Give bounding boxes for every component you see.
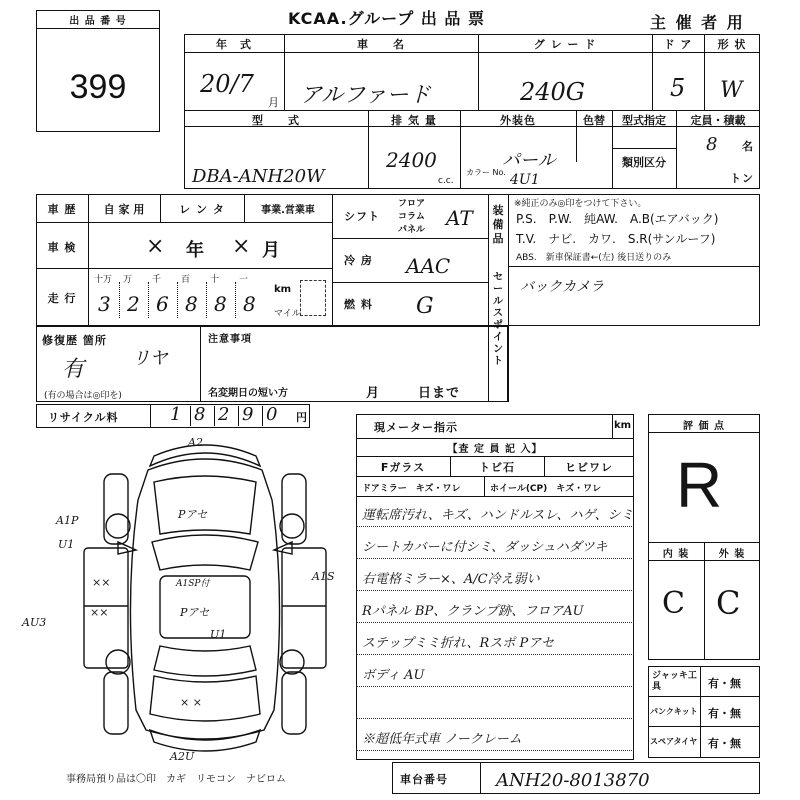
spare-tire-label: スペアタイヤ [650, 737, 698, 746]
shift-column[interactable]: コラム [398, 212, 425, 222]
chassis-label: 車台番号 [400, 773, 448, 786]
windshield [152, 535, 258, 570]
inspection-month: × [232, 234, 251, 259]
lot-number: 399 [69, 68, 127, 106]
recycle-digit-0: 1 [170, 404, 182, 425]
color-label: 外装色 [500, 114, 536, 127]
equipment-label: 装備品 [492, 204, 504, 245]
score-label: 評 価 点 [683, 421, 725, 432]
recycle-digit-3: 9 [242, 404, 254, 425]
mileage-unit-box [300, 280, 326, 316]
mileage-unit-0: 十万 [94, 275, 113, 285]
color-change-label: 色替 [583, 114, 605, 127]
office-note: 事務局預り品は〇印 カギ リモコン ナビロム [66, 774, 286, 785]
inspection-month-unit: 月 [262, 240, 280, 261]
mileage-digit-1: 2 [127, 292, 140, 316]
mark-right: A1S [312, 570, 335, 583]
jack-option[interactable]: 有・無 [708, 677, 741, 690]
rear-window [154, 646, 256, 676]
mileage-digit-4: 8 [214, 292, 227, 316]
history-rental[interactable]: レ ン タ [179, 203, 225, 216]
mark-tail-xx: × × [180, 696, 202, 709]
mark-left-u1: U1 [58, 538, 75, 551]
history-label: 車 歴 [47, 203, 77, 216]
equipment-row-1: P.S. P.W. 純AW. A.B(エアバック) [516, 212, 719, 226]
doors-value: 5 [670, 74, 686, 102]
mileage-unit-4: 十 [210, 275, 220, 285]
mark-roof-u1: U1 [210, 628, 227, 641]
spare-tire-option[interactable]: 有・無 [708, 737, 741, 750]
hood [154, 476, 256, 534]
puncture-kit-option[interactable]: 有・無 [708, 707, 741, 720]
remark-line-7: ※超低年式車 ノークレーム [362, 732, 522, 747]
sales-point-label: セールスポイント [493, 272, 503, 367]
organizer-label: 主 催 者 用 [650, 13, 745, 32]
capacity-label: 定員・積載 [690, 114, 746, 127]
fuel-label: 燃 料 [344, 298, 373, 311]
mark-front: A2 [188, 436, 203, 449]
wheel-label: ホイール(CP) キズ・ワレ [490, 484, 602, 494]
body-outline [130, 459, 279, 739]
equipment-row-3: ABS. 新車保証書←(左) 後日送りのみ [516, 253, 672, 263]
meter-km-unit: km [614, 420, 632, 431]
remark-line-3: Rパネル BP、クランプ跡、フロアAU [362, 604, 584, 619]
recycle-digit-4: 0 [266, 404, 278, 425]
mark-xx-upper: ×× [92, 576, 111, 589]
color-no-label: カラー No. [466, 168, 506, 177]
interior-label: 内 装 [662, 549, 690, 560]
stone-chips-label: トビ石 [479, 461, 515, 474]
score-value: R [676, 449, 723, 521]
repair-label: 修復歴 箇所 [42, 334, 107, 347]
meter-label: 現メーター指示 [374, 421, 458, 434]
recycle-label: リサイクル料 [48, 411, 119, 424]
short-period-label: 名変期日の短い方 [208, 388, 288, 399]
grade-label: グ レ ー ド [533, 38, 597, 51]
mileage-digit-0: 3 [98, 292, 111, 316]
shift-label: シフト [344, 210, 380, 223]
category-label: 類別区分 [622, 156, 666, 169]
mileage-unit-2: 千 [152, 275, 162, 285]
inspector-entry-label: 【査 定 員 記 入】 [447, 444, 543, 455]
mark-hood: Pアセ [178, 508, 208, 521]
expiry-day-until: 日まで [418, 386, 461, 401]
chassis-number: ANH20-8013870 [496, 770, 650, 791]
sales-point-value: バックカメラ [520, 279, 604, 295]
fuel-value: G [416, 294, 434, 319]
equipment-row-2: T.V. ナビ. カワ. S.R(サンルーフ) [516, 232, 716, 246]
shift-floor[interactable]: フロア [398, 199, 426, 209]
recycle-unit: 円 [296, 411, 307, 424]
left-fender [104, 474, 128, 544]
repair-note: (有の場合は◎印を) [44, 391, 122, 401]
car-name-label: 車 名 [357, 38, 405, 51]
mark-xx-lower: ×× [90, 606, 109, 619]
interior-grade: C [662, 586, 685, 621]
mileage-unit-3: 百 [181, 275, 191, 285]
puncture-kit-label: パンクキット [650, 707, 698, 716]
recycle-digit-2: 2 [218, 404, 230, 425]
lot-number-label: 出 品 番 号 [69, 16, 127, 27]
repair-location: リヤ [132, 348, 168, 369]
mile-label: マイル [274, 309, 301, 319]
tailgate [150, 676, 260, 721]
remark-line-2: 右電格ミラー×、A/C冷え弱い [362, 572, 540, 587]
mileage-digit-5: 8 [243, 292, 256, 316]
color-no-value: 4U1 [510, 172, 540, 188]
right-fender [282, 474, 306, 544]
mileage-digit-3: 8 [185, 292, 198, 316]
cracks-label: ヒビワレ [565, 461, 613, 474]
left-rear-tire [106, 650, 130, 674]
right-front-tire [280, 514, 304, 538]
remark-line-0: 運転席汚れ、キズ、ハンドルスレ、ハゲ、シミ [362, 508, 634, 523]
remark-line-5: ボディ AU [362, 668, 425, 683]
model-label: 型 式 [252, 114, 300, 127]
mileage-unit-5: 一 [239, 275, 249, 285]
left-front-tire [106, 514, 130, 538]
windshield-label: Fガラス [380, 461, 426, 474]
doors-label: ド ア [663, 38, 693, 51]
notes-label: 注意事項 [208, 334, 252, 345]
mark-windshield: A1SP付 [176, 579, 210, 589]
mark-rear: A2U [170, 750, 195, 763]
car-name-value: アルファード [300, 83, 431, 108]
inspection-label: 車 検 [47, 241, 77, 254]
mileage-digit-2: 6 [156, 292, 169, 316]
exterior-label: 外 装 [718, 549, 746, 560]
remark-line-4: ステップミミ折れ、Rスポ Pアセ [362, 636, 555, 651]
inspection-year: × [146, 234, 165, 259]
door-mirror-label: ドアミラー キズ・ワレ [362, 484, 461, 494]
grade-value: 240G [520, 78, 585, 106]
mileage-unit-1: 万 [123, 275, 133, 285]
cc-unit: c.c. [438, 176, 454, 186]
km-label: km [274, 284, 292, 295]
year-label: 年 式 [216, 38, 252, 51]
remark-line-1: シートカバーに付シミ、ダッシュハダツキ [362, 540, 608, 555]
history-private[interactable]: 自 家 用 [103, 203, 145, 216]
ton-unit: トン [730, 172, 754, 185]
right-rear-quarter [282, 672, 306, 734]
month-unit: 月 [268, 96, 279, 109]
equipment-note: ※純正のみ◎印をつけて下さい。 [514, 199, 647, 209]
capacity-unit: 名 [742, 140, 754, 153]
repair-value: 有 [62, 357, 85, 382]
mark-left-front: A1P [56, 514, 79, 527]
ac-label: 冷 房 [344, 254, 373, 267]
inspection-year-unit: 年 [186, 240, 204, 261]
expiry-month: 月 [366, 386, 381, 401]
car-diagram [22, 430, 350, 770]
shift-value: AT [446, 206, 473, 230]
ac-value: AAC [406, 254, 451, 278]
front-bumper [150, 445, 260, 466]
mark-rear-left: AU3 [22, 616, 47, 629]
right-rear-tire [280, 650, 304, 674]
form-title: KCAA.グループ 出 品 票 [288, 9, 485, 28]
color-value: パール [502, 150, 556, 171]
left-rear-quarter [104, 672, 128, 734]
rear-bumper [150, 730, 260, 751]
recycle-digit-1: 8 [194, 404, 206, 425]
shape-label: 形 状 [717, 38, 747, 51]
mileage-label: 走 行 [47, 292, 77, 305]
model-value: DBA-ANH20W [192, 166, 325, 187]
shift-panel[interactable]: パネル [398, 225, 426, 235]
capacity-value: 8 [706, 134, 718, 155]
history-business[interactable]: 事業.営業車 [261, 205, 315, 216]
type-designation-label: 型式指定 [622, 114, 666, 127]
mark-roof: Pアセ [180, 606, 210, 619]
jack-label: ジャッキ工具 [652, 671, 697, 692]
displacement-label: 排 気 量 [391, 114, 437, 127]
displacement-value: 2400 [386, 148, 437, 172]
shape-value: W [720, 78, 743, 103]
year-value: 20/7 [200, 70, 254, 98]
exterior-grade: C [716, 584, 741, 622]
